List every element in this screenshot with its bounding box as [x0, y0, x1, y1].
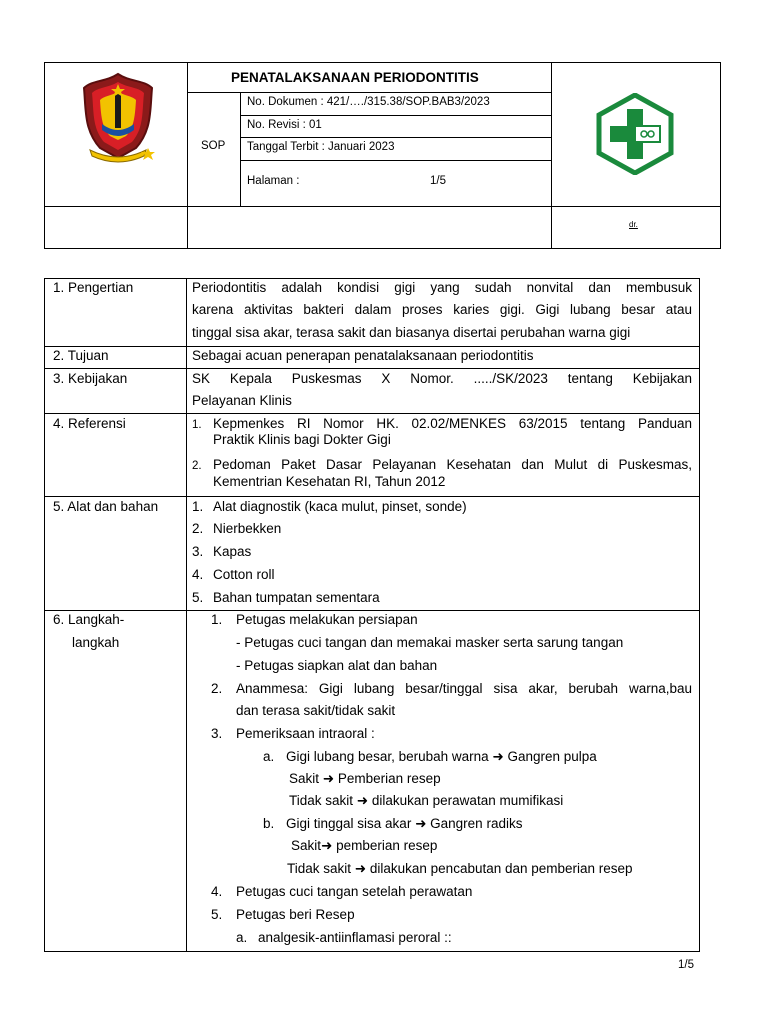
page-value: 1/5 [430, 175, 446, 187]
step-3b-sakit-line [291, 838, 437, 854]
kebijakan-line-1: SK Kepala Puskesmas X Nomor. ...../SK/2023 tentang Kebijakan [192, 371, 692, 386]
step-3b-letter: b. [263, 816, 275, 831]
alat-num-5: 5. [192, 590, 204, 605]
signature-label: dr. [629, 220, 638, 229]
step-1b: - Petugas siapkan alat dan bahan [236, 658, 438, 673]
step-3a-tidak-line [289, 793, 563, 809]
referensi-num-1: 1. [192, 419, 202, 431]
referensi-2-line-2: Kementrian Kesehatan RI, Tahun 2012 [213, 474, 446, 489]
step-3a-result: Gangren pulpa [507, 749, 597, 764]
arrow-right-icon: ➜ [321, 838, 333, 853]
revision-number: No. Revisi : 01 [247, 119, 322, 131]
arrow-right-icon: ➜ [354, 861, 367, 876]
step-1a: - Petugas cuci tangan dan memakai masker serta sarung tangan [236, 635, 624, 650]
document-title: PENATALAKSANAAN PERIODONTITIS [231, 70, 479, 85]
step-3a-letter: a. [263, 749, 275, 764]
step-3a-tidak-result: dilakukan perawatan mumifikasi [371, 793, 564, 808]
row-label-langkah-1: 6. Langkah- [53, 612, 125, 627]
alat-item-2: Nierbekken [213, 521, 282, 536]
referensi-2-line-1: Pedoman Paket Dasar Pelayanan Kesehatan dan Mulut di Puskesmas, [213, 457, 692, 472]
arrow-right-icon: ➜ [322, 771, 335, 786]
step-3a-line [286, 749, 597, 765]
sop-label: SOP [201, 140, 226, 152]
step-2-line-1: Anammesa: Gigi lubang besar/tinggal sisa akar, berubah warna,bau [236, 681, 692, 696]
row-label-pengertian: 1. Pengertian [53, 280, 134, 295]
referensi-num-2: 2. [192, 460, 202, 472]
pengertian-line-2: karena aktivitas bakteri dalam proses karies gigi. Gigi lubang besar atau [192, 302, 692, 317]
alat-item-3: Kapas [213, 544, 252, 559]
alat-num-3: 3. [192, 544, 204, 559]
alat-num-2: 2. [192, 521, 204, 536]
step-1: Petugas melakukan persiapan [236, 612, 418, 627]
referensi-1-line-2: Praktik Klinis bagi Dokter Gigi [213, 432, 391, 447]
step-3b-tidak-line [287, 861, 633, 877]
step-3a: Gigi lubang besar, berubah warna [286, 749, 489, 764]
alat-item-1: Alat diagnostik (kaca mulut, pinset, sonde) [213, 499, 467, 514]
step-3a-sakit-line [289, 771, 441, 787]
issue-date: Tanggal Terbit : Januari 2023 [247, 141, 395, 153]
alat-item-4: Cotton roll [213, 567, 275, 582]
step-3-num: 3. [211, 726, 223, 741]
step-2-num: 2. [211, 681, 223, 696]
step-3a-sakit: Sakit [289, 771, 320, 786]
step-3b-tidak: Tidak sakit [287, 861, 352, 876]
document-number: No. Dokumen : 421/…./315.38/SOP.BAB3/2023 [247, 96, 490, 108]
pengertian-line-1: Periodontitis adalah kondisi gigi yang sudah nonvital dan membusuk [192, 280, 692, 295]
step-5: Petugas beri Resep [236, 907, 355, 922]
pengertian-line-3: tinggal sisa akar, terasa sakit dan biasanya disertai perubahan warna gigi [192, 325, 631, 340]
step-5-num: 5. [211, 907, 223, 922]
kebijakan-line-2: Pelayanan Klinis [192, 393, 292, 408]
step-3b-result: Gangren radiks [430, 816, 523, 831]
row-label-langkah-2: langkah [72, 635, 120, 650]
step-3a-tidak: Tidak sakit [289, 793, 354, 808]
step-3b-tidak-result: dilakukan pencabutan dan pemberian resep [369, 861, 633, 876]
step-5a: analgesik-antiinflamasi peroral :: [258, 930, 452, 945]
alat-item-5: Bahan tumpatan sementara [213, 590, 380, 605]
step-3a-sakit-result: Pemberian resep [337, 771, 441, 786]
step-3b: Gigi tinggal sisa akar [286, 816, 412, 831]
puskesmas-logo-icon [594, 93, 676, 175]
referensi-1-line-1: Kepmenkes RI Nomor HK. 02.02/MENKES 63/2015 tentang Panduan [213, 416, 692, 431]
row-label-referensi: 4. Referensi [53, 416, 126, 431]
arrow-right-icon: ➜ [415, 816, 427, 831]
step-3b-sakit-result: pemberian resep [336, 838, 438, 853]
row-label-tujuan: 2. Tujuan [53, 348, 109, 363]
step-4-num: 4. [211, 884, 223, 899]
alat-num-4: 4. [192, 567, 204, 582]
regional-emblem-icon [78, 70, 158, 166]
step-1-num: 1. [211, 612, 223, 627]
row-label-alat: 5. Alat dan bahan [53, 499, 159, 514]
step-5a-letter: a. [236, 930, 248, 945]
alat-num-1: 1. [192, 499, 204, 514]
page-label: Halaman : [247, 175, 300, 187]
tujuan-text: Sebagai acuan penerapan penatalaksanaan periodontitis [192, 348, 534, 363]
step-3b-line [286, 816, 522, 832]
page-number-footer: 1/5 [678, 959, 694, 971]
step-3b-sakit: Sakit [291, 838, 322, 853]
step-3: Pemeriksaan intraoral : [236, 726, 375, 741]
step-4: Petugas cuci tangan setelah perawatan [236, 884, 473, 899]
step-2-line-2: dan terasa sakit/tidak sakit [236, 703, 396, 718]
arrow-right-icon: ➜ [356, 793, 369, 808]
row-label-kebijakan: 3. Kebijakan [53, 371, 128, 386]
arrow-right-icon: ➜ [492, 749, 504, 764]
